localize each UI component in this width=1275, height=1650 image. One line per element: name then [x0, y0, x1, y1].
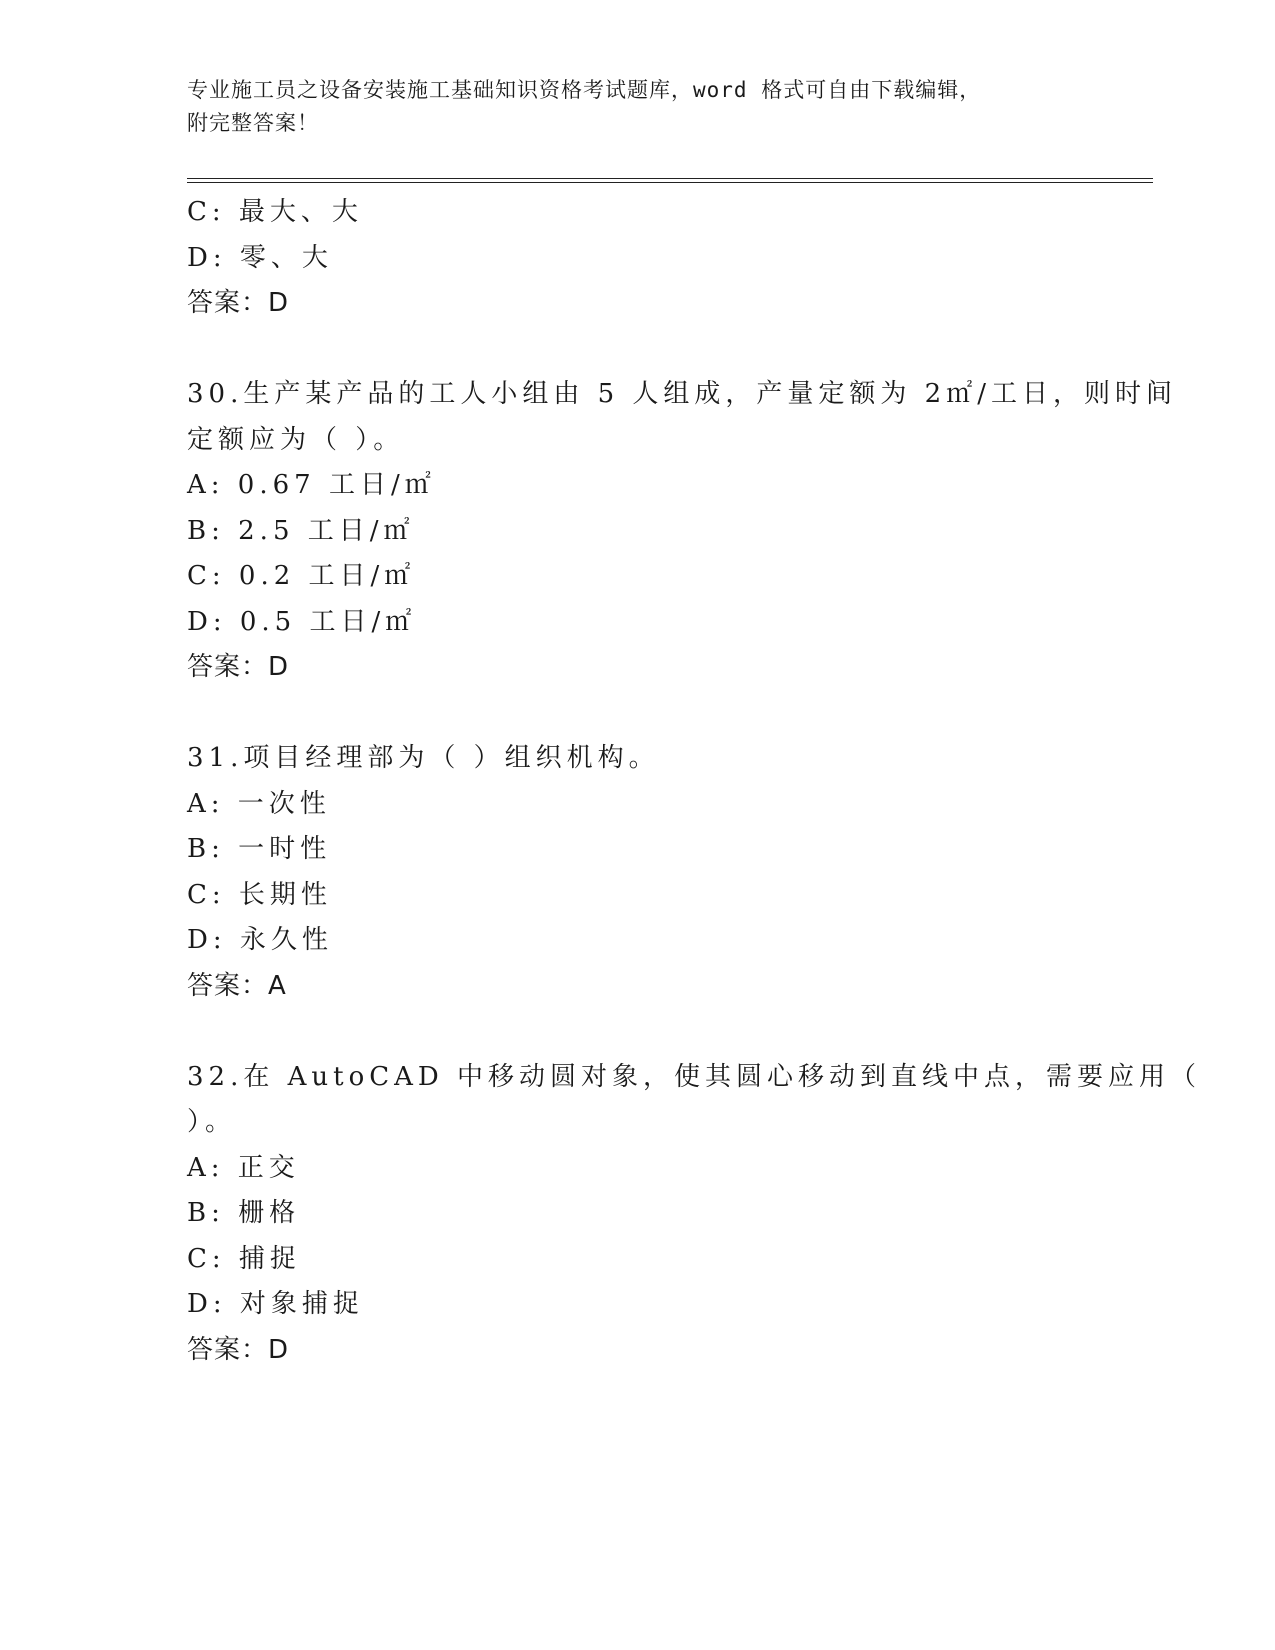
option-d: D: 对象捕捉 [187, 1289, 364, 1319]
option-a: A: 0.67 工日/㎡ [187, 470, 436, 500]
question-block-32 [187, 1055, 1202, 1374]
header-divider-top [187, 178, 1153, 179]
option-c: C: 长期性 [187, 879, 332, 910]
question-block-31 [187, 736, 1107, 1009]
answer-label: 答案：D [187, 288, 290, 318]
option-d: D: 零、大 [187, 242, 333, 273]
option-d: D: 永久性 [187, 925, 333, 955]
question-stem-line: 31.项目经理部为（ ）组织机构。 [187, 743, 660, 773]
option-b: B: 2.5 工日/㎡ [187, 515, 415, 546]
document-header [187, 74, 1087, 140]
question-block-30 [187, 372, 1177, 691]
header-divider-bottom [187, 182, 1153, 183]
header-title-line-2: 附完整答案！ [187, 111, 319, 135]
spacer [187, 691, 1107, 737]
option-c: C: 0.2 工日/㎡ [187, 561, 416, 591]
question-stem-line: 30.生产某产品的工人小组由 5 人组成，产量定额为 2㎡/工日，则时间 [187, 379, 1177, 409]
answer-label: 答案：A [187, 970, 287, 1001]
option-c: C: 最大、大 [187, 197, 363, 227]
answer-label: 答案：D [187, 652, 290, 682]
option-b: B: 一时性 [187, 834, 332, 864]
question-stem-line: 32.在 AutoCAD 中移动圆对象，使其圆心移动到直线中点，需要应用（ [187, 1061, 1202, 1092]
spacer [187, 327, 1107, 373]
answer-label: 答案：D [187, 1334, 290, 1365]
option-c: C: 捕捉 [187, 1243, 301, 1274]
spacer [187, 1009, 1107, 1055]
option-b: B: 栅格 [187, 1198, 301, 1228]
option-d: D: 0.5 工日/㎡ [187, 606, 417, 637]
question-list [187, 190, 1202, 1373]
question-stem-line: ）。 [187, 1107, 237, 1137]
option-a: A: 一次性 [187, 788, 331, 819]
question-block-partial [187, 190, 1107, 327]
option-a: A: 正交 [187, 1152, 300, 1183]
header-title-line-1: 专业施工员之设备安装施工基础知识资格考试题库，word 格式可自由下载编辑， [187, 78, 982, 102]
question-stem-line: 定额应为（ ）。 [187, 424, 405, 455]
